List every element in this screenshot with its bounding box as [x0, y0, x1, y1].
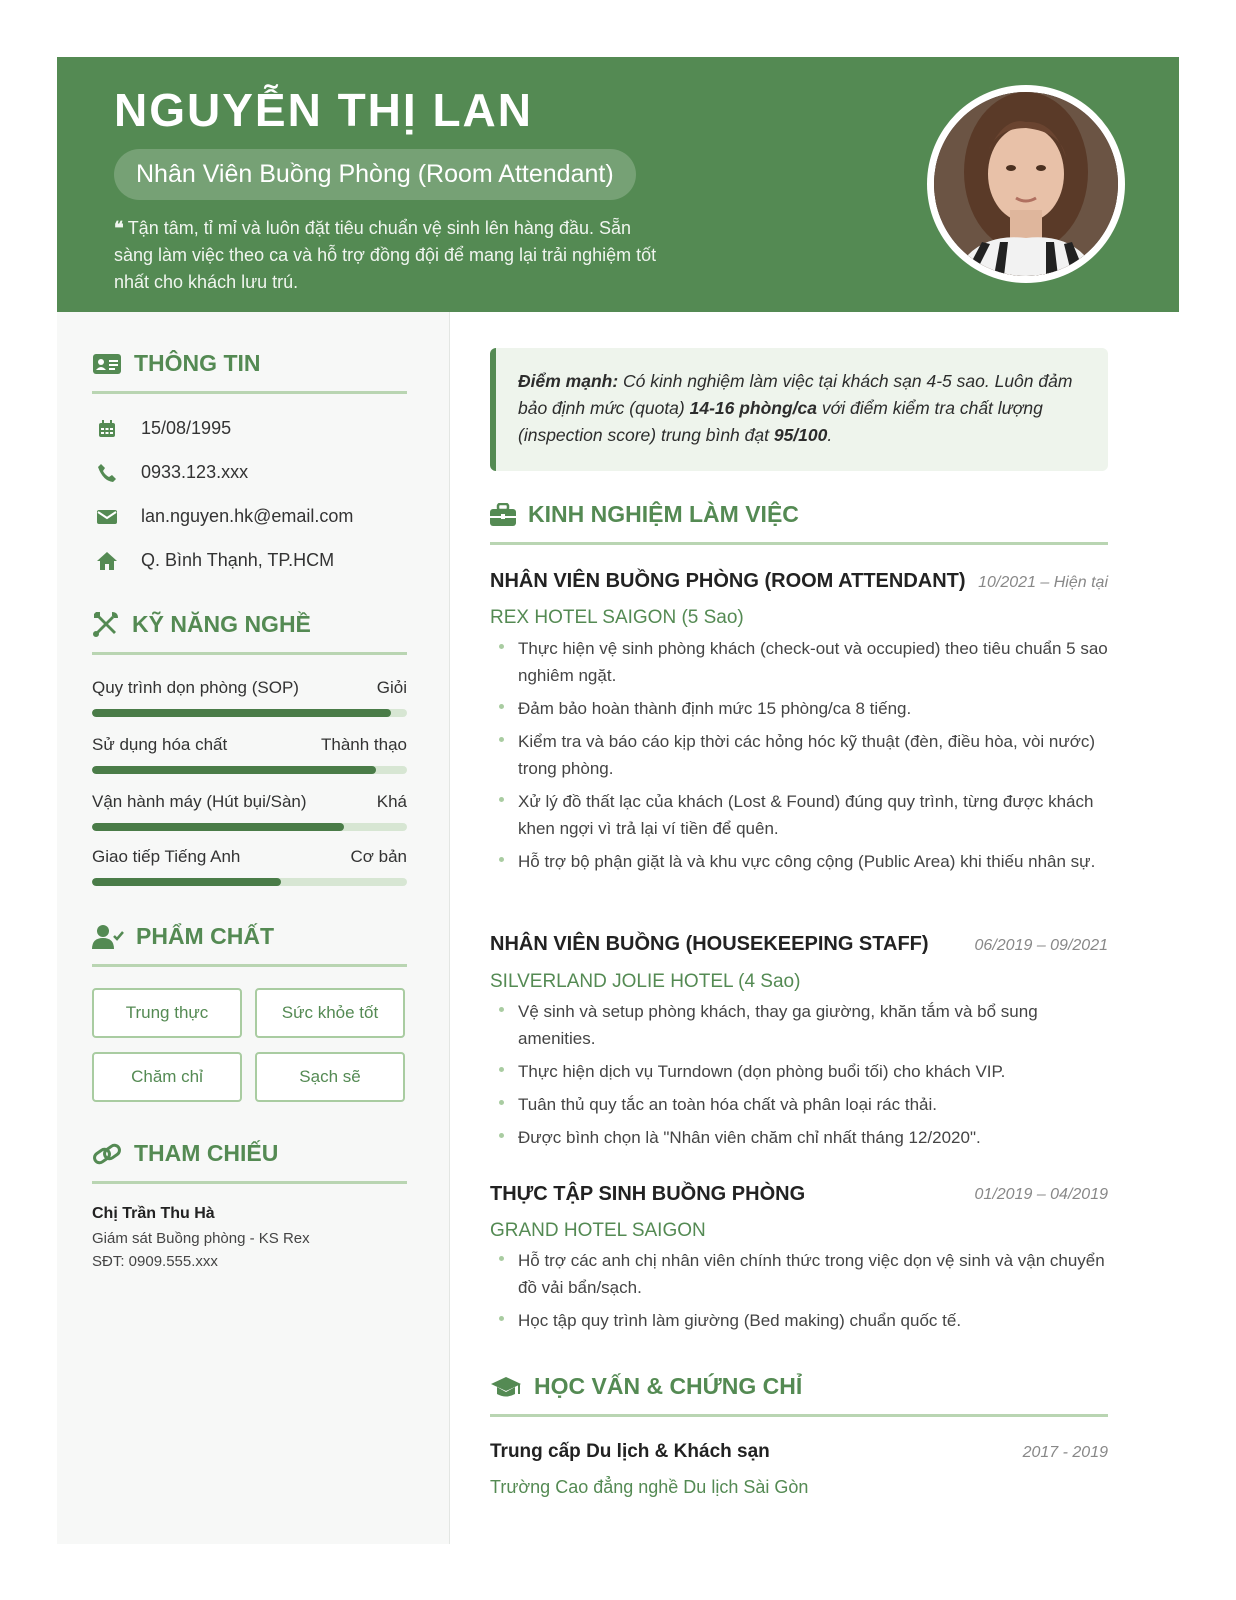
email-text[interactable]: lan.nguyen.hk@email.com	[141, 506, 354, 526]
company-name: REX HOTEL SAIGON (5 Sao)	[490, 607, 744, 628]
divider	[490, 1414, 1108, 1417]
list-item: Thực hiện vệ sinh phòng khách (check-out và occupied) theo tiêu chuẩn 5 sao nghiêm ngặt.	[490, 635, 1108, 689]
school-name: Trường Cao đẳng nghề Du lịch Sài Gòn	[490, 1477, 809, 1497]
dob-text: 15/08/1995	[141, 418, 232, 438]
company-name: SILVERLAND JOLIE HOTEL (4 Sao)	[490, 971, 801, 992]
degree-title: Trung cấp Du lịch & Khách sạn	[490, 1441, 770, 1462]
candidate-name: NGUYỄN THỊ LAN	[114, 84, 533, 136]
section-title-skills	[92, 610, 311, 638]
avatar	[934, 92, 1118, 276]
info-address	[92, 550, 334, 571]
job-title: THỰC TẬP SINH BUỒNG PHÒNG	[490, 1183, 806, 1205]
skill-level: Thành thạo	[320, 735, 407, 754]
divider	[490, 542, 1108, 545]
job-date: 10/2021 – Hiện tại	[978, 574, 1108, 591]
skill-item	[92, 847, 407, 886]
user-check-icon	[92, 924, 124, 950]
list-item: Hỗ trợ các anh chị nhân viên chính thức trong việc dọn vệ sinh và vận chuyển đồ vải bẩn/sạch.	[490, 1247, 1108, 1301]
education-date: 2017 - 2019	[1022, 1444, 1108, 1461]
strength-score: 95/100	[773, 425, 828, 445]
list-item: Xử lý đồ thất lạc của khách (Lost & Found) đúng quy trình, từng được khách khen ngợi vì trả lại ví tiền để quên.	[490, 788, 1108, 842]
reference-name: Chị Trần Thu Hà	[92, 1205, 215, 1222]
experience-title: KINH NGHIỆM LÀM VIỆC	[528, 501, 799, 527]
skills-title: KỸ NĂNG NGHỀ	[132, 610, 311, 637]
section-title-education	[490, 1373, 802, 1400]
skill-level: Giỏi	[376, 678, 407, 697]
address-text: Q. Bình Thạnh, TP.HCM	[141, 550, 335, 570]
info-email	[92, 506, 353, 527]
graduation-cap-icon	[490, 1375, 522, 1399]
resume-header	[57, 57, 1179, 312]
skill-bar-fill	[92, 823, 344, 831]
divider	[92, 391, 407, 394]
reference-phone: SĐT: 0909.555.xxx	[92, 1253, 218, 1270]
job-title: NHÂN VIÊN BUỒNG (HOUSEKEEPING STAFF)	[490, 933, 929, 955]
reference-position: Giám sát Buồng phòng - KS Rex	[92, 1230, 310, 1247]
id-card-icon	[92, 352, 122, 376]
calendar-icon	[92, 420, 122, 438]
job-date: 01/2019 – 04/2019	[974, 1186, 1108, 1203]
job-date: 06/2019 – 09/2021	[974, 937, 1108, 954]
list-item: Hỗ trợ bộ phận giặt là và khu vực công cộng (Public Area) khi thiếu nhân sự.	[490, 848, 1108, 875]
section-title-qualities	[92, 923, 274, 950]
quality-tag: Sức khỏe tốt	[255, 988, 405, 1038]
strength-callout	[490, 348, 1108, 471]
resume-page	[57, 57, 1179, 1544]
summary-quote	[114, 215, 674, 296]
skill-bar-fill	[92, 766, 376, 774]
skill-name: Quy trình dọn phòng (SOP)	[92, 678, 299, 697]
reference-title: THAM CHIẾU	[134, 1140, 279, 1166]
strength-label: Điểm mạnh:	[518, 371, 619, 391]
phone-icon	[92, 463, 122, 483]
list-item: Học tập quy trình làm giường (Bed making) chuẩn quốc tế.	[490, 1307, 1108, 1334]
strength-quota: 14-16 phòng/ca	[689, 398, 818, 418]
info-title: THÔNG TIN	[134, 350, 261, 376]
education-title: HỌC VẤN & CHỨNG CHỈ	[534, 1373, 803, 1399]
phone-text[interactable]: 0933.123.xxx	[141, 462, 249, 482]
job-title: NHÂN VIÊN BUỒNG PHÒNG (ROOM ATTENDANT)	[490, 570, 966, 592]
skill-item	[92, 735, 407, 774]
quote-icon: ❝	[114, 218, 124, 238]
skill-item	[92, 678, 407, 717]
skill-name: Vận hành máy (Hút bụi/Sàn)	[92, 792, 307, 811]
quality-tag: Trung thực	[92, 988, 242, 1038]
section-title-experience	[490, 501, 799, 528]
skill-level: Khá	[376, 792, 407, 811]
skill-bar	[92, 878, 407, 886]
section-title-info	[92, 350, 261, 377]
list-item: Vệ sinh và setup phòng khách, thay ga giường, khăn tắm và bổ sung amenities.	[490, 998, 1108, 1052]
strength-text-1: Có kinh nghiệm làm việc tại khách sạn 4-5 sao. Luôn đảm bảo định mức (quota)	[518, 371, 1073, 418]
info-phone	[92, 462, 248, 483]
list-item: Được bình chọn là "Nhân viên chăm chỉ nhất tháng 12/2020".	[490, 1124, 1108, 1151]
tools-icon	[92, 610, 120, 638]
role-badge: Nhân Viên Buồng Phòng (Room Attendant)	[114, 149, 636, 200]
divider	[92, 652, 407, 655]
info-dob	[92, 418, 231, 439]
quality-tag: Chăm chỉ	[92, 1052, 242, 1102]
strength-text-2: với điểm kiểm tra chất lượng (inspection score) trung bình đạt	[518, 398, 1043, 445]
avatar-frame	[927, 85, 1125, 283]
skill-bar	[92, 823, 407, 831]
company-name: GRAND HOTEL SAIGON	[490, 1220, 706, 1241]
skill-name: Sử dụng hóa chất	[92, 735, 228, 754]
section-title-reference	[92, 1140, 278, 1167]
skill-bar-fill	[92, 878, 281, 886]
list-item: Đảm bảo hoàn thành định mức 15 phòng/ca 8 tiếng.	[490, 695, 1108, 722]
portrait-photo	[934, 92, 1118, 276]
skill-bar	[92, 709, 407, 717]
job-bullets	[490, 998, 1108, 1157]
skill-bar-fill	[92, 709, 391, 717]
divider	[92, 1181, 407, 1184]
qualities-title: PHẨM CHẤT	[136, 923, 274, 949]
divider	[92, 964, 407, 967]
strength-text-3: .	[827, 425, 833, 445]
list-item: Thực hiện dịch vụ Turndown (dọn phòng buổi tối) cho khách VIP.	[490, 1058, 1108, 1085]
envelope-icon	[92, 509, 122, 525]
job-bullets	[490, 635, 1108, 881]
briefcase-icon	[490, 503, 516, 527]
list-item: Tuân thủ quy tắc an toàn hóa chất và phân loại rác thải.	[490, 1091, 1108, 1118]
job-bullets	[490, 1247, 1108, 1340]
quality-tag: Sạch sẽ	[255, 1052, 405, 1102]
skill-item	[92, 792, 407, 831]
link-icon	[92, 1141, 122, 1167]
summary-text: Tận tâm, tỉ mỉ và luôn đặt tiêu chuẩn vệ sinh lên hàng đầu. Sẵn sàng làm việc theo ca và hỗ trợ đồng đội để mang lại trải nghiệm tốt nhất cho khách lưu trú.	[114, 218, 657, 292]
home-icon	[92, 551, 122, 571]
skill-level: Cơ bản	[350, 847, 407, 866]
skill-bar	[92, 766, 407, 774]
list-item: Kiểm tra và báo cáo kịp thời các hỏng hóc kỹ thuật (đèn, điều hòa, vòi nước) trong phòng.	[490, 728, 1108, 782]
skill-name: Giao tiếp Tiếng Anh	[92, 847, 241, 866]
